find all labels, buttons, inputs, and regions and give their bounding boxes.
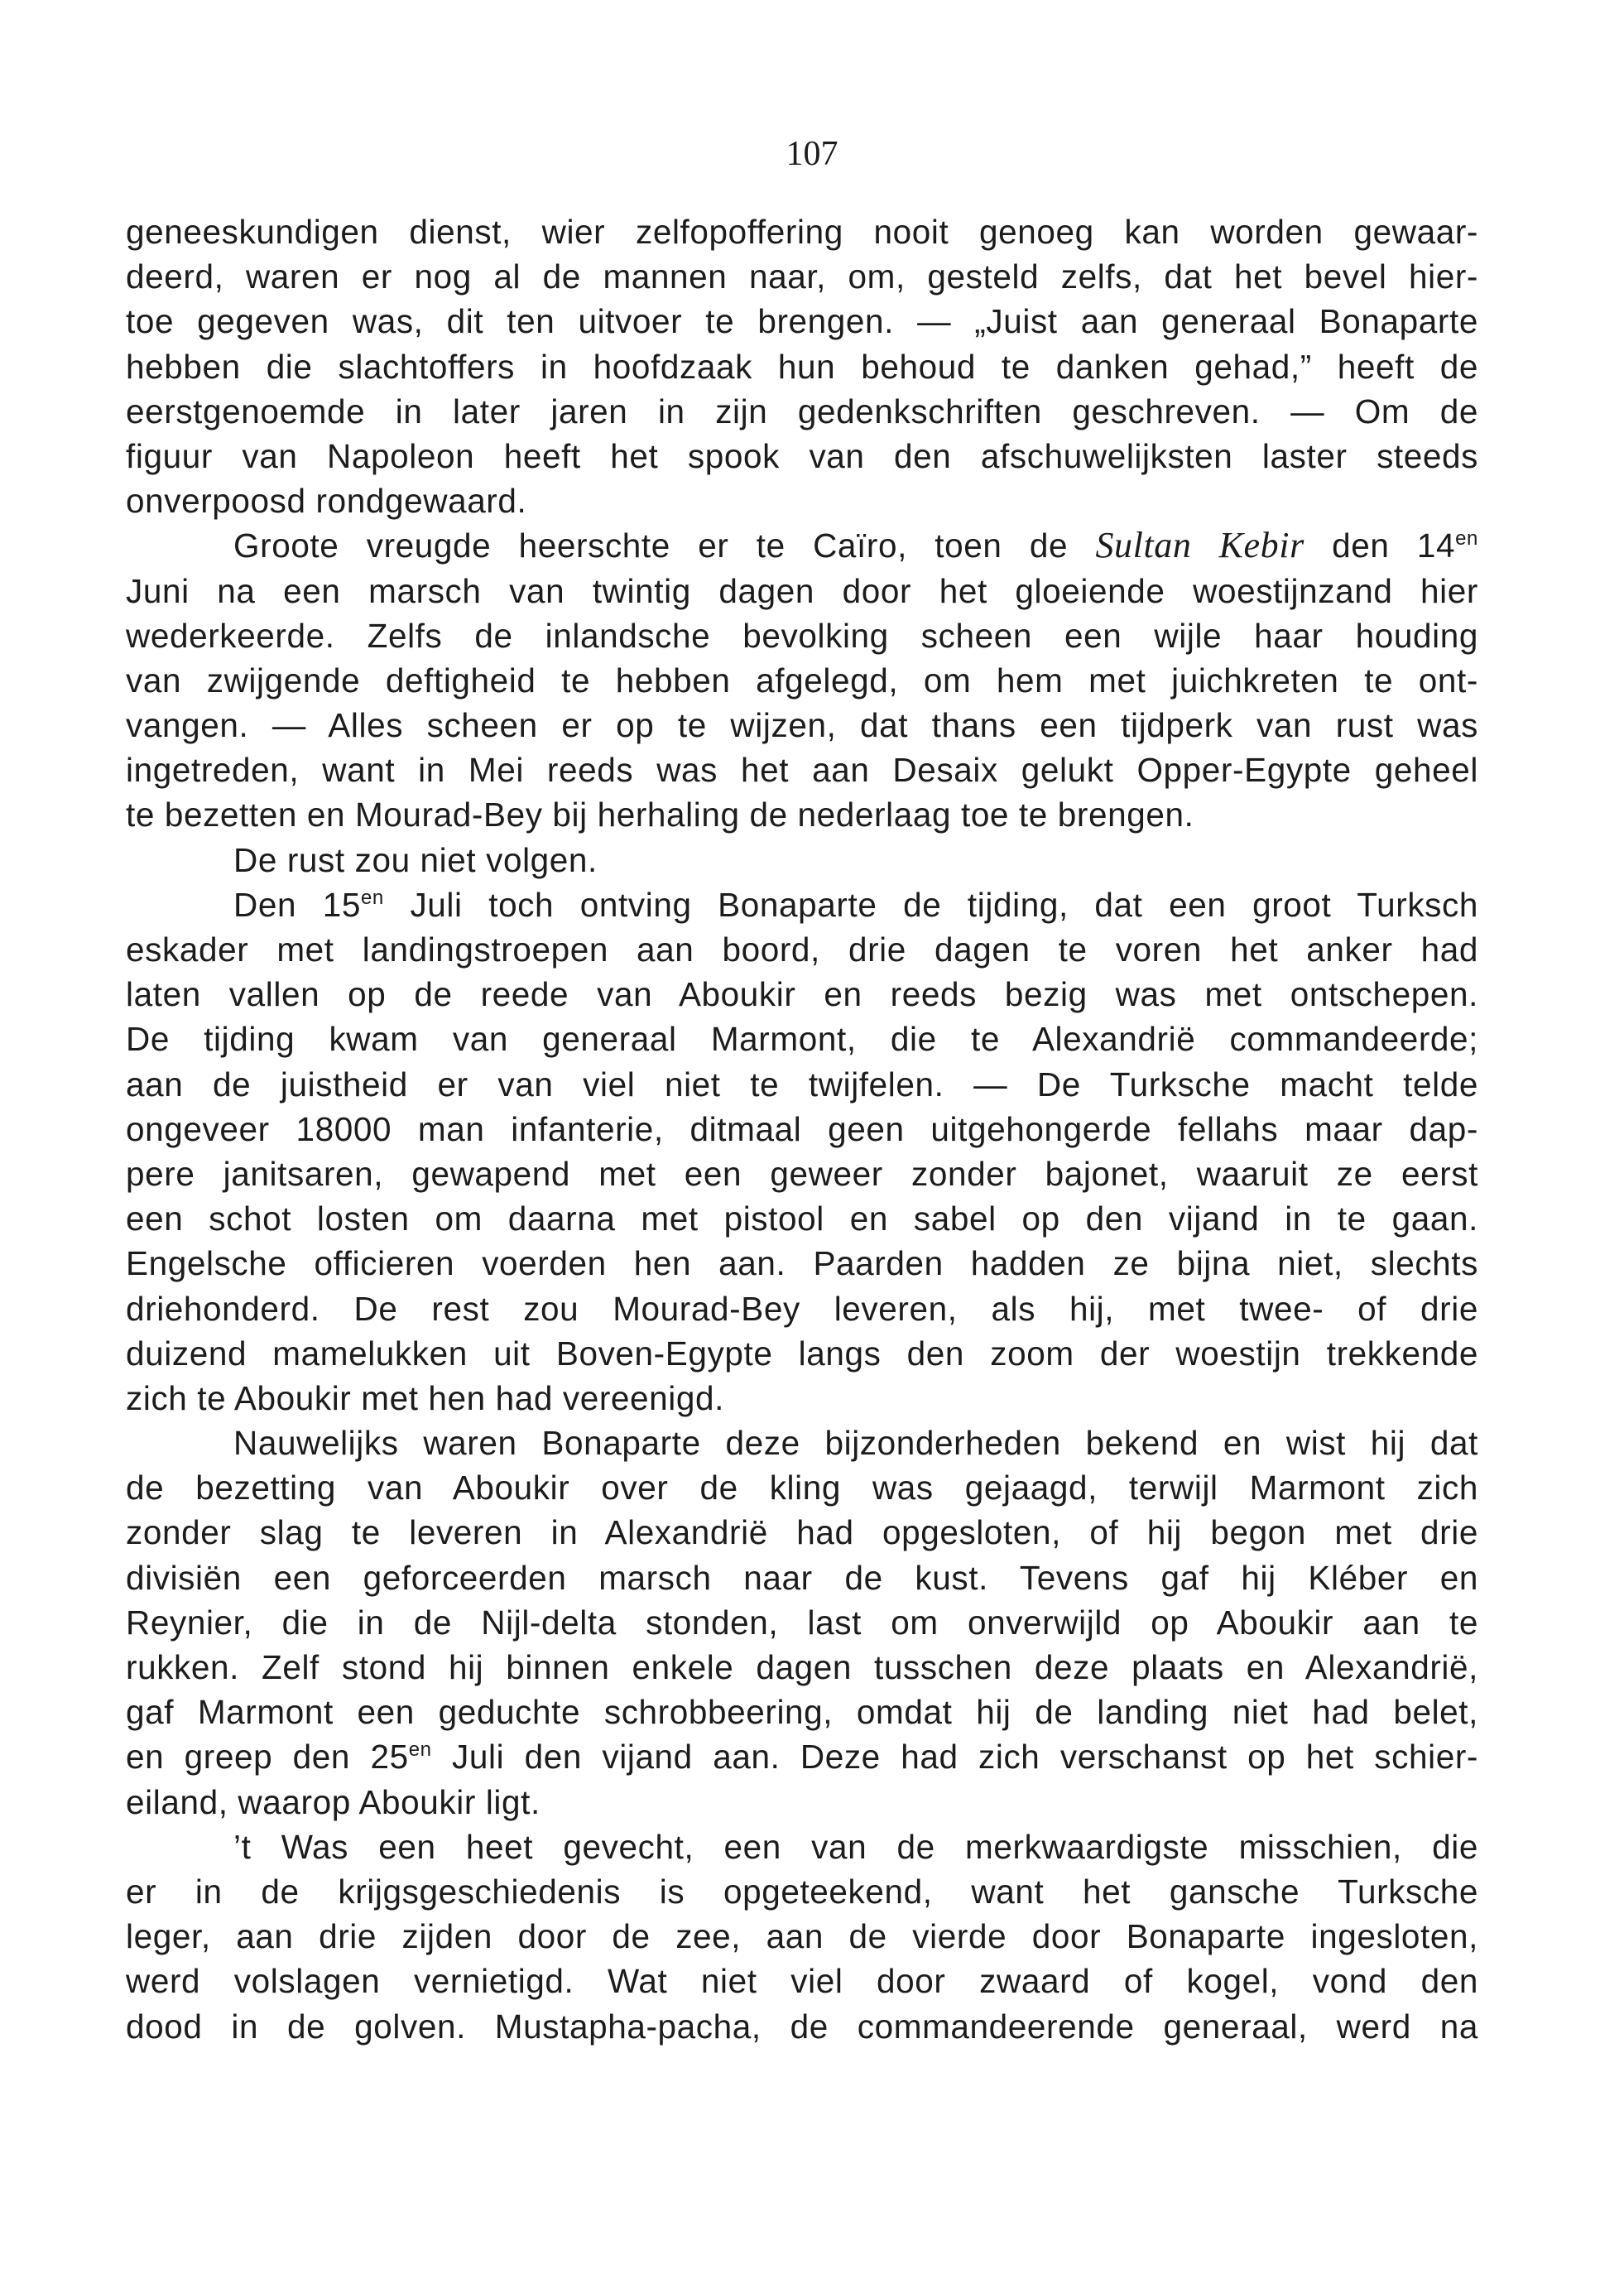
text-line: laten vallen op de reede van Aboukir en reeds bezig was met ontschepen. xyxy=(126,975,1478,1014)
italic-title: Sultan Kebir xyxy=(1095,525,1304,566)
text-line: pere janitsaren, gewapend met een geweer zonder bajonet, waaruit ze eerst xyxy=(126,1154,1478,1193)
text-line: De rust zou niet volgen. xyxy=(233,840,598,879)
text-line: rukken. Zelf stond hij binnen enkele dagen tusschen deze plaats en Alexandrië, xyxy=(126,1648,1478,1686)
text-line: zich te Aboukir met hen had vereenigd. xyxy=(126,1378,724,1417)
page-number: 107 xyxy=(786,135,838,173)
text-line: Juni na een marsch van twintig dagen door het gloeiende woestijnzand hier xyxy=(126,571,1478,610)
text-line: zonder slag te leveren in Alexandrië had opgesloten, of hij begon met drie xyxy=(126,1513,1478,1552)
text-line: duizend mamelukken uit Boven-Egypte langs den zoom der woestijn trekkende xyxy=(126,1334,1478,1373)
text-line: van zwijgende deftigheid te hebben afgelegd, om hem met juichkreten te ont- xyxy=(126,661,1478,700)
text-line: figuur van Napoleon heeft het spook van den afschuwelijksten laster steeds xyxy=(126,436,1478,475)
text-line: ’t Was een heet gevecht, een van de merkwaardigste misschien, die xyxy=(233,1827,1478,1866)
text-line: Reynier, die in de Nijl-delta stonden, last om onverwijld op Aboukir aan te xyxy=(126,1603,1478,1642)
text-line: geneeskundigen dienst, wier zelfopoffering nooit genoeg kan worden gewaar- xyxy=(126,213,1478,251)
text-line: gaf Marmont een geduchte schrobbeering, omdat hij de landing niet had belet, xyxy=(126,1693,1478,1732)
text-line: onverpoosd rondgewaard. xyxy=(126,482,527,521)
text-line: dood in de golven. Mustapha-pacha, de commandeerende generaal, werd na xyxy=(126,2007,1478,2046)
text-line: eskader met landingstroepen aan boord, drie dagen te voren het anker had xyxy=(126,930,1478,969)
text-line: ongeveer 18000 man infanterie, ditmaal geen uitgehongerde fellahs maar dap- xyxy=(126,1109,1478,1148)
text-line: aan de juistheid er van viel niet te twijfelen. — De Turksche macht telde xyxy=(126,1065,1478,1103)
text-line: eerstgenoemde in later jaren in zijn gedenkschriften geschreven. — Om de xyxy=(126,392,1478,430)
text-line: Groote vreugde heerschte er te Caïro, toen de Sultan Kebir den $14^{en}$ xyxy=(233,525,1478,566)
text-line: en greep den $25^{en}$ Juli den vijand aan. Deze had zich verschanst op het schier- xyxy=(126,1738,1478,1777)
text-line: wederkeerde. Zelfs de inlandsche bevolking scheen een wijle haar houding xyxy=(126,616,1478,655)
text-line: De tijding kwam van generaal Marmont, die te Alexandrië commandeerde; xyxy=(126,1020,1478,1059)
text-line: Engelsche officieren voerden hen aan. Paarden hadden ze bijna niet, slechts xyxy=(126,1244,1478,1283)
text-line: leger, aan drie zijden door de zee, aan de vierde door Bonaparte ingesloten, xyxy=(126,1917,1478,1956)
text-line: er in de krijgsgeschiedenis is opgeteekend, want het gansche Turksche xyxy=(126,1872,1478,1911)
text-line: Nauwelijks waren Bonaparte deze bijzonderheden bekend en wist hij dat xyxy=(233,1424,1478,1463)
text-line: te bezetten en Mourad-Bey bij herhaling de nederlaag toe te brengen. xyxy=(126,796,1194,834)
text-line: Den $15^{en}$ Juli toch ontving Bonaparte de tijding, dat een groot Turksch xyxy=(233,885,1478,924)
text-line: driehonderd. De rest zou Mourad-Bey leveren, als hij, met twee- of drie xyxy=(126,1289,1478,1328)
text-line: de bezetting van Aboukir over de kling was gejaagd, terwijl Marmont zich xyxy=(126,1469,1478,1507)
text-line: deerd, waren er nog al de mannen naar, om, gesteld zelfs, dat het bevel hier- xyxy=(126,257,1478,296)
text-line: een schot losten om daarna met pistool en sabel op den vijand in te gaan. xyxy=(126,1200,1478,1238)
text-line: divisiën een geforceerden marsch naar de kust. Tevens gaf hij Kléber en xyxy=(126,1558,1478,1597)
text-line: toe gegeven was, dit ten uitvoer te brengen. — „Juist aan generaal Bonaparte xyxy=(126,302,1478,341)
text-line: hebben die slachtoffers in hoofdzaak hun behoud te danken gehad,” heeft de xyxy=(126,347,1478,386)
text-line: vangen. — Alles scheen er op te wijzen, dat thans een tijdperk van rust was xyxy=(126,706,1478,745)
text-line: ingetreden, want in Mei reeds was het aan Desaix gelukt Opper-Egypte geheel xyxy=(126,751,1478,790)
text-line: werd volslagen vernietigd. Wat niet viel door zwaard of kogel, vond den xyxy=(126,1962,1478,2001)
text-line: eiland, waarop Aboukir ligt. xyxy=(126,1782,541,1821)
body-text xyxy=(126,209,1478,2049)
